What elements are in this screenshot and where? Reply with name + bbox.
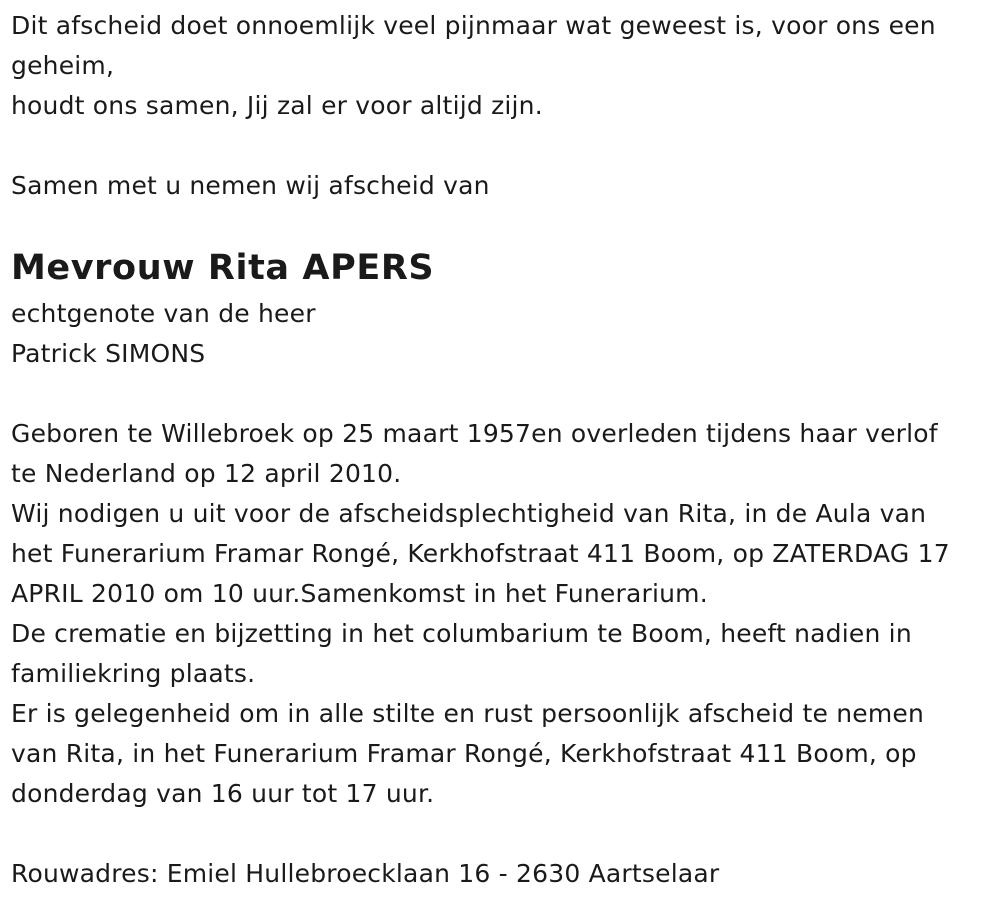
poem-line: houdt ons samen, Jij zal er voor altijd zijn.	[11, 91, 543, 120]
body-line: APRIL 2010 om 10 uur.Samenkomst in het Funerarium.	[11, 579, 708, 608]
body-line: het Funerarium Framar Rongé, Kerkhofstraat 411 Boom, op ZATERDAG 17	[11, 539, 950, 568]
body-line: donderdag van 16 uur tot 17 uur.	[11, 779, 435, 808]
body-line: familiekring plaats.	[11, 659, 256, 688]
spacer	[11, 126, 991, 166]
body-line: van Rita, in het Funerarium Framar Rongé, Kerkhofstraat 411 Boom, op	[11, 739, 917, 768]
spacer	[11, 206, 991, 246]
deceased-name: Mevrouw Rita APERS	[11, 248, 435, 288]
obituary-notice	[11, 6, 991, 894]
poem-line: geheim,	[11, 51, 115, 80]
spouse-name: Patrick SIMONS	[11, 339, 206, 368]
spacer	[11, 814, 991, 854]
body-line: Wij nodigen u uit voor de afscheidsplechtigheid van Rita, in de Aula van	[11, 499, 927, 528]
relation-text: echtgenote van de heer	[11, 299, 316, 328]
poem-line: Dit afscheid doet onnoemlijk veel pijnmaar wat geweest is, voor ons een	[11, 11, 936, 40]
spacer	[11, 374, 991, 414]
body-line: te Nederland op 12 april 2010.	[11, 459, 402, 488]
body-line: De crematie en bijzetting in het columbarium te Boom, heeft nadien in	[11, 619, 912, 648]
intro-text: Samen met u nemen wij afscheid van	[11, 171, 490, 200]
body-line: Geboren te Willebroek op 25 maart 1957en overleden tijdens haar verlof	[11, 419, 938, 448]
mourning-address: Rouwadres: Emiel Hullebroecklaan 16 - 2630 Aartselaar	[11, 859, 720, 888]
body-line: Er is gelegenheid om in alle stilte en rust persoonlijk afscheid te nemen	[11, 699, 925, 728]
